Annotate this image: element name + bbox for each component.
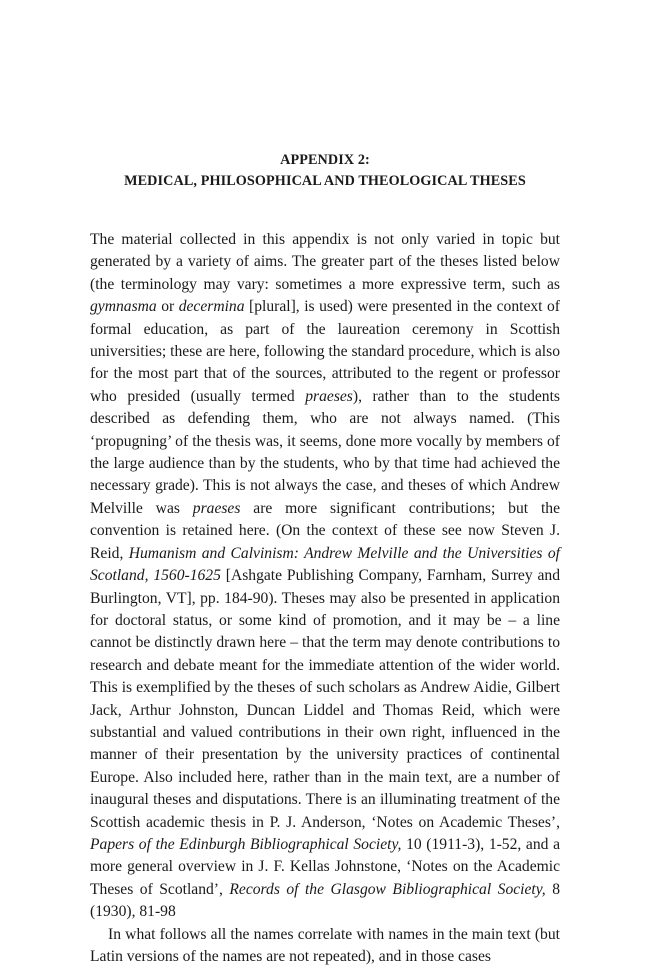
text-run: are more significant contributions; but the convention is retained here. (On the context of these see now Steven J. Reid, bbox=[90, 499, 560, 562]
text-run: 8 (1930), 81-98 bbox=[90, 880, 560, 921]
paragraph-1 bbox=[90, 229, 560, 924]
text-run: or bbox=[156, 298, 179, 316]
text-run: [plural], is used) were presented in the context of formal education, as part of the laureation ceremony in Scottish universities; these are here, following the standard procedure, which is also for the most part that of the sources, attributed to the regent or professor who presided (usually termed bbox=[90, 298, 560, 405]
italic-book-title: Humanism and Calvinism: Andrew Melville and the Universities of Scotland, 1560-1625 bbox=[90, 544, 560, 585]
italic-term: gymnasma bbox=[90, 298, 157, 316]
text-run: ), rather than to the students described as defending them, who are not always named. (This ‘propugning’ of the thesis was, it seems, done more vocally by members of the large audience than by the students, who by that time had achieved the necessary grade). This is not always the case, and theses of which Andrew Melville was bbox=[90, 387, 560, 517]
text-run: The material collected in this appendix is not only varied in topic but generated by a variety of aims. The greater part of the theses listed below (the terminology may vary: sometimes a more expressive term, such as bbox=[90, 231, 560, 293]
italic-term: decermina bbox=[178, 298, 245, 316]
italic-term: praeses bbox=[305, 387, 353, 405]
page bbox=[90, 150, 560, 968]
italic-journal-title: Papers of the Edinburgh Bibliographical Society, bbox=[90, 835, 402, 853]
text-run: 10 (1911-3), 1-52, and a more general overview in J. F. Kellas Johnstone, ‘Notes on the Academic Theses of Scotland’, bbox=[90, 835, 560, 898]
italic-term: praeses bbox=[192, 499, 241, 517]
appendix-number: APPENDIX 2: bbox=[280, 152, 370, 168]
appendix-title: MEDICAL, PHILOSOPHICAL AND THEOLOGICAL THESES bbox=[124, 173, 526, 189]
paragraph-2: In what follows all the names correlate with names in the main text (but Latin versions of the names are not repeated), and in those cases bbox=[90, 925, 560, 965]
italic-journal-title: Records of the Glasgow Bibliographical Society, bbox=[229, 880, 546, 898]
appendix-heading bbox=[90, 150, 560, 192]
body-text bbox=[90, 229, 560, 968]
text-run: [Ashgate Publishing Company, Farnham, Surrey and Burlington, VT], pp. 184-90). Theses may also be presented in application for doctoral status, or some kind of promotion, and it may be – a line cannot be distinctly drawn here – that the term may denote contributions to research and debate meant for the immediate attention of the wider world. This is exemplified by the theses of such scholars as Andrew Aidie, Gilbert Jack, Arthur Johnston, Duncan Liddel and Thomas Reid, which were substantial and valued contributions in their own right, influenced in the manner of their presentation by the university practices of continental Europe. Also included here, rather than in the main text, are a number of inaugural theses and disputations. There is an illuminating treatment of the Scottish academic thesis in P. J. Anderson, ‘Notes on Academic Theses’, bbox=[90, 567, 560, 831]
